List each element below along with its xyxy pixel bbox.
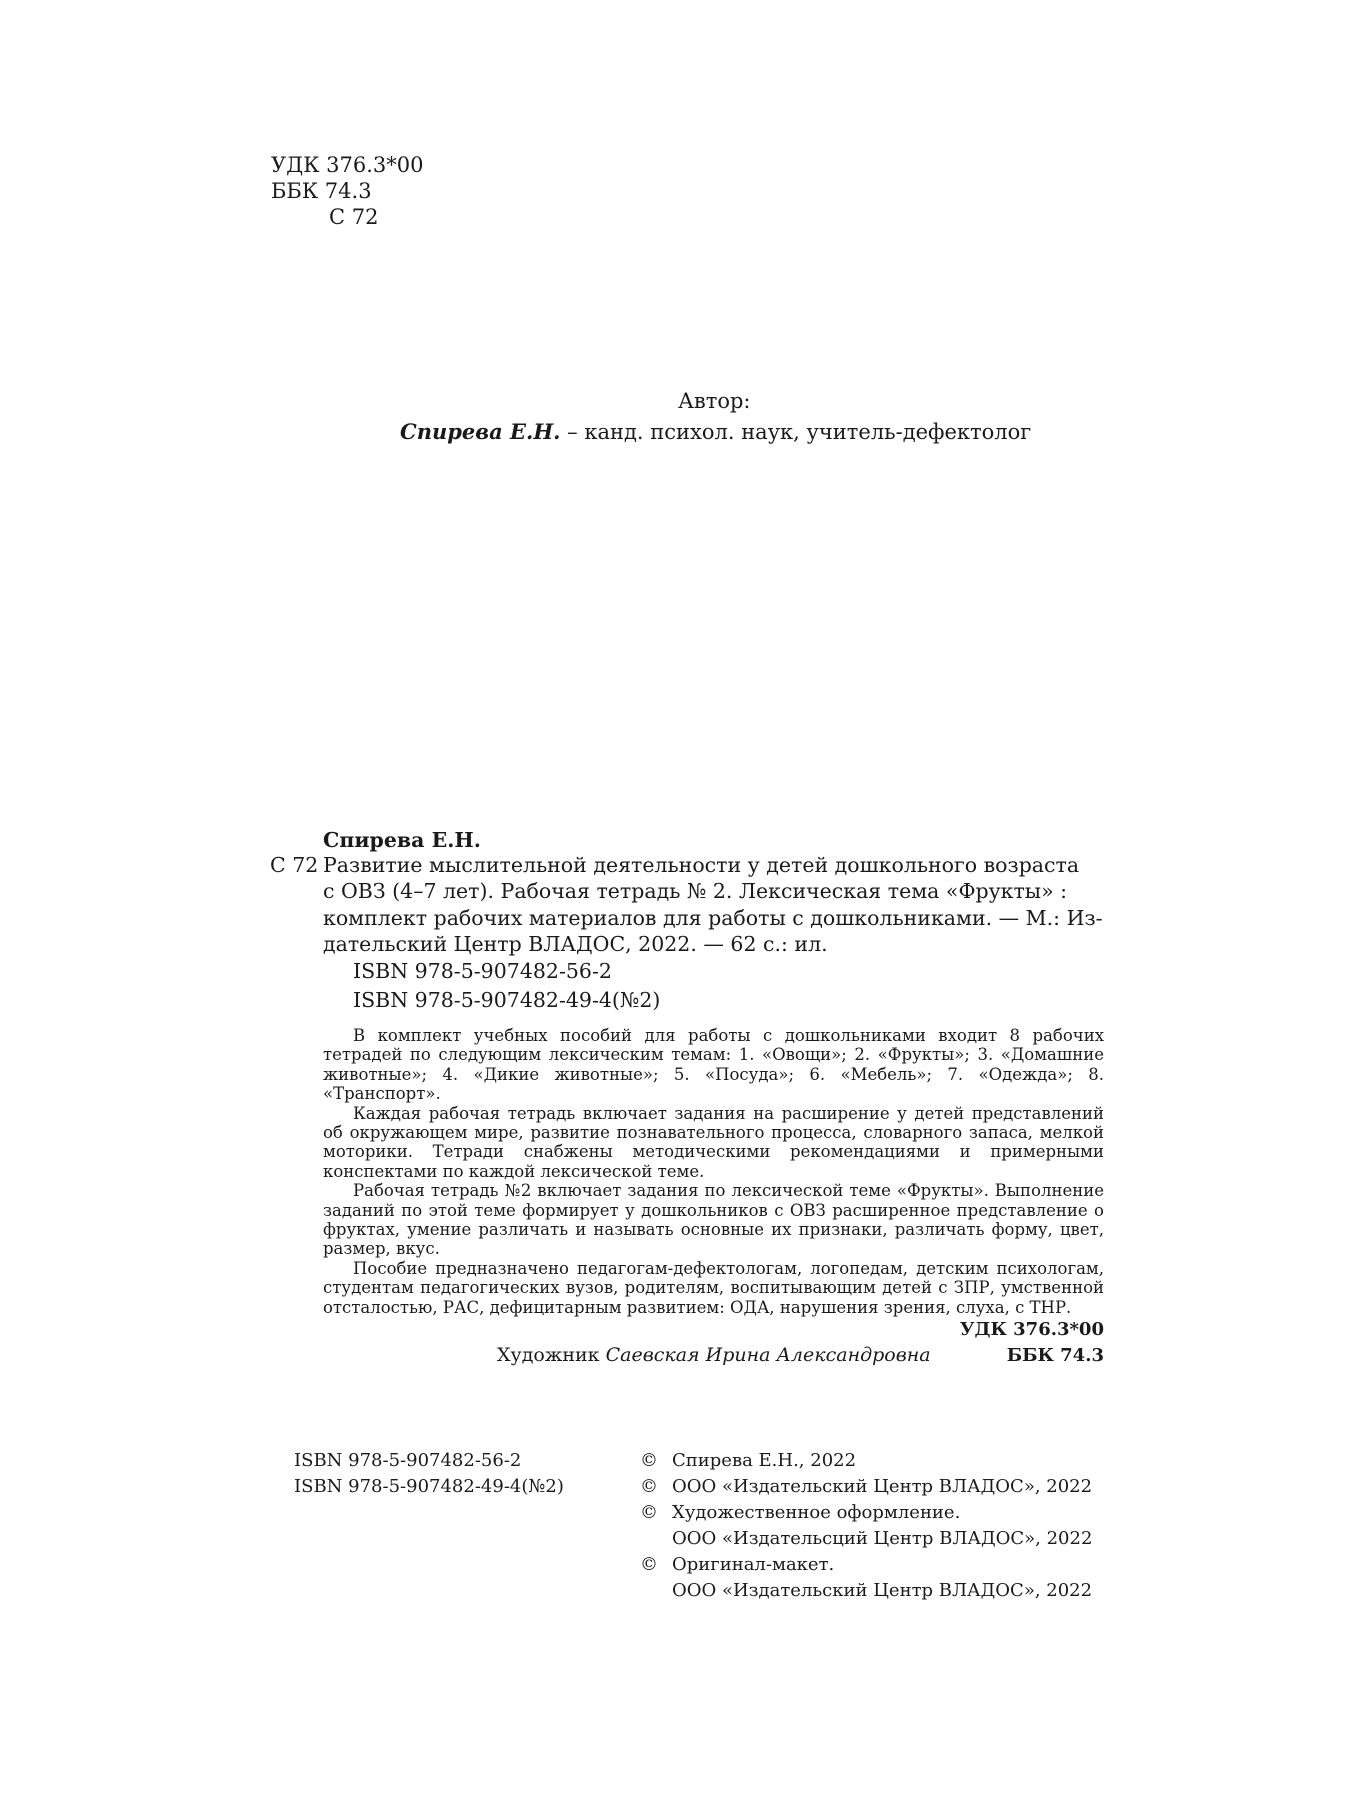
udk-code: УДК 376.3*00 — [271, 153, 424, 177]
author-name: Спирева Е.Н. — [400, 419, 561, 444]
entry-mark: С 72 — [270, 853, 319, 877]
artist-name: Саевская Ирина Александровна — [605, 1344, 931, 1366]
annotation-paragraph: Каждая рабочая тетрадь включает задания на расширение у детей представлений об окружающем мире, развитие познавательного процесса, словарного запаса, мелкой моторики. Тетради снабжены методическими рекомендациями и примерными конспектами по каждой лексической теме. — [323, 1103, 1104, 1181]
bbk-code: ББК 74.3 — [271, 179, 372, 203]
artist-credit — [497, 1344, 931, 1366]
copyright-row — [640, 1448, 1092, 1474]
annotation-bbk: ББК 74.3 — [1006, 1345, 1104, 1367]
isbn-item: ISBN 978-5-907482-56-2 — [294, 1450, 522, 1471]
entry-isbn: ISBN 978-5-907482-49-4(№2) — [353, 988, 661, 1013]
copyright-icon: © — [640, 1502, 658, 1523]
copyright-row — [640, 1578, 1092, 1604]
author-line — [400, 419, 1031, 444]
copyright-text: Спирева Е.Н., 2022 — [672, 1450, 857, 1471]
entry-line: дательский Центр ВЛАДОС, 2022. — 62 с.: ил. — [323, 931, 828, 956]
copyright-row — [640, 1500, 1092, 1526]
isbn-list — [294, 1448, 564, 1500]
classification-codes — [271, 152, 424, 230]
copyright-icon: © — [640, 1450, 658, 1471]
copyright-icon: © — [640, 1554, 658, 1575]
isbn-item: ISBN 978-5-907482-49-4(№2) — [294, 1476, 564, 1497]
copyright-row — [640, 1526, 1092, 1552]
copyright-text: Оригинал-макет. — [672, 1554, 835, 1575]
entry-heading: Спирева Е.Н. — [323, 828, 481, 852]
annotation — [323, 1026, 1104, 1369]
annotation-paragraph: Рабочая тетрадь №2 включает задания по лексической теме «Фрукты». Выполнение заданий по этой теме формирует у дошкольников с ОВЗ расширенное представление о фруктах, умение различать и называть основные их признаки, различать форму, цвет, размер, вкус. — [323, 1181, 1104, 1259]
copyright-text: Художественное оформление. — [672, 1502, 961, 1523]
copyright-text: ООО «Издательский Центр ВЛАДОС», 2022 — [672, 1580, 1093, 1601]
annotation-udk: УДК 376.3*00 — [959, 1319, 1104, 1341]
entry-line: Развитие мыслительной деятельности у детей дошкольного возраста — [323, 853, 1080, 877]
copyright-text: ООО «Издательсций Центр ВЛАДОС», 2022 — [672, 1528, 1093, 1549]
artist-label: Художник — [497, 1344, 606, 1366]
bibliographic-entry — [270, 828, 1104, 1015]
copyright-row — [640, 1552, 1092, 1578]
copyright-icon: © — [640, 1476, 658, 1497]
copyright-block — [640, 1448, 1092, 1604]
author-label: Автор: — [678, 389, 751, 413]
copyright-row — [640, 1474, 1092, 1500]
annotation-paragraph: Пособие предназначено педагогам-дефектологам, логопедам, детским психологам, студентам педагогических вузов, родителям, воспитывающим детей с ЗПР, умственной отсталостью, РАС, дефицитарным развитием: ОДА, нарушения зрения, слуха, с ТНР. — [323, 1258, 1104, 1317]
entry-line: с ОВЗ (4–7 лет). Рабочая тетрадь № 2. Лексическая тема «Фрукты» : — [323, 879, 1068, 904]
copyright-text: ООО «Издательский Центр ВЛАДОС», 2022 — [672, 1476, 1093, 1497]
entry-line: комплект рабочих материалов для работы с дошкольниками. — М.: Из- — [323, 905, 1103, 930]
author-credentials: – канд. психол. наук, учитель-дефектолог — [560, 420, 1032, 444]
author-mark: С 72 — [329, 205, 379, 229]
annotation-paragraph: В комплект учебных пособий для работы с дошкольниками входит 8 рабочих тетрадей по следующим лексическим темам: 1. «Овощи»; 2. «Фрукты»; 3. «Домашние животные»; 4. «Дикие животные»; 5. «Посуда»; 6. «Мебель»; 7. «Одежда»; 8. «Транспорт». — [323, 1026, 1104, 1104]
entry-body — [270, 852, 1104, 957]
entry-isbn: ISBN 978-5-907482-56-2 — [353, 959, 612, 984]
